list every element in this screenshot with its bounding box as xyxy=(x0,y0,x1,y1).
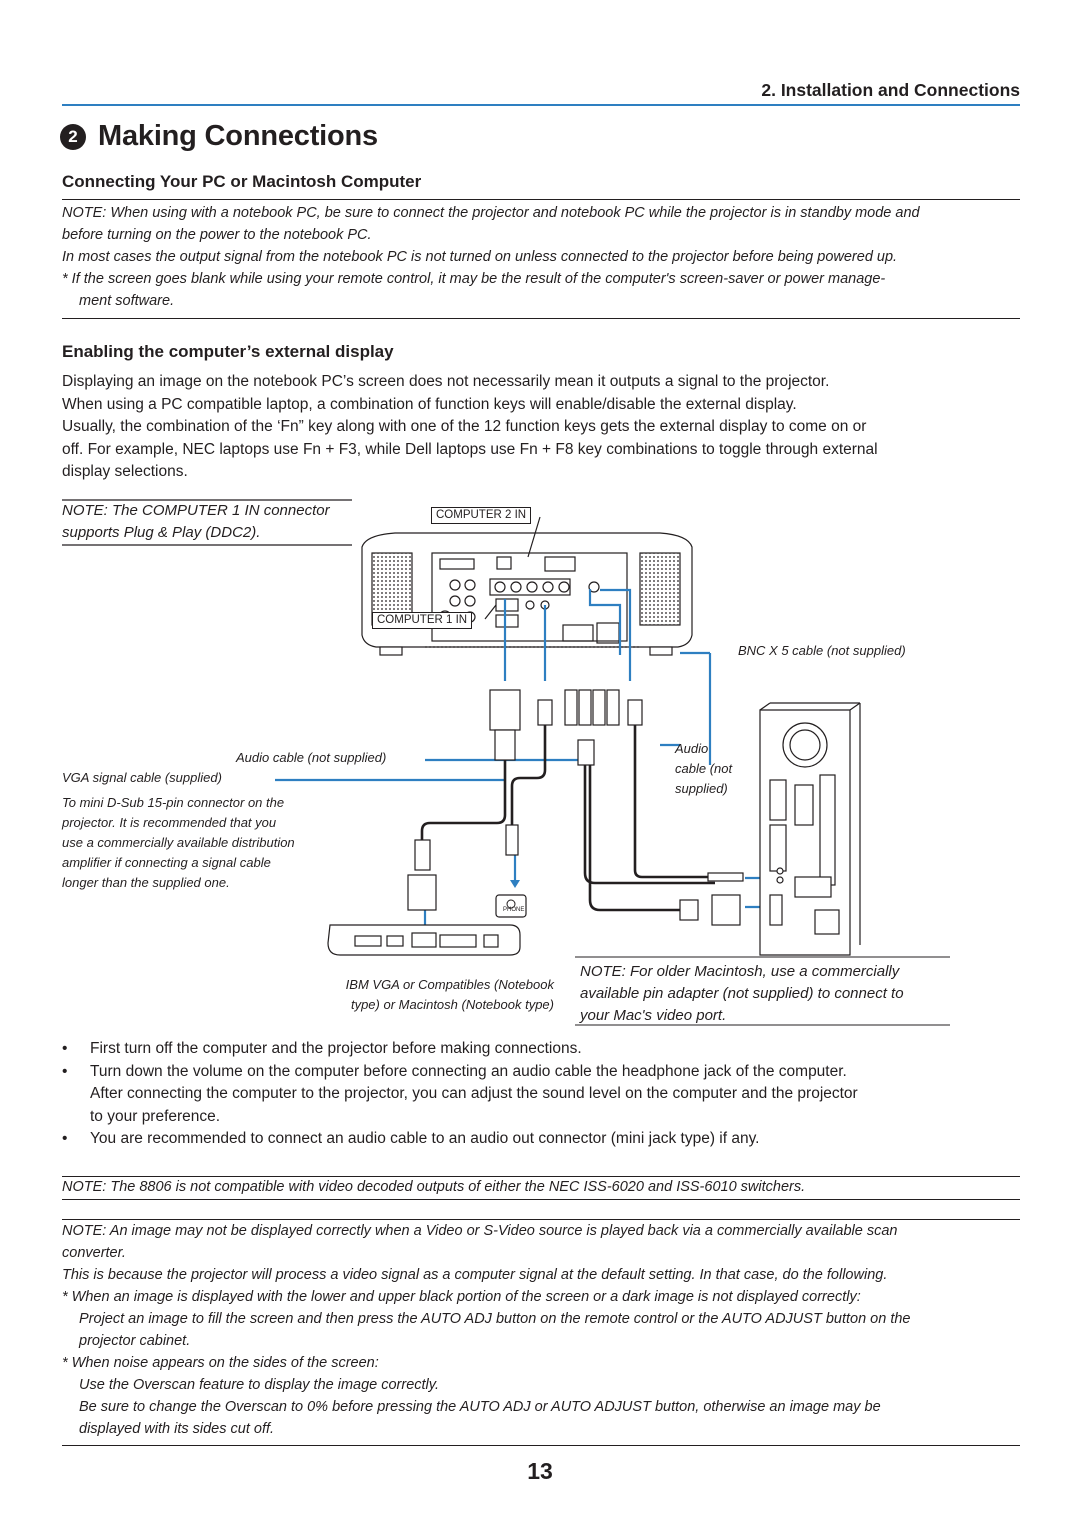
section-title: 2. Installation and Connections xyxy=(761,80,1020,100)
list-item-line: After connecting the computer to the projector, you can adjust the sound level on the computer and the projector xyxy=(90,1085,858,1102)
label-line: Audio xyxy=(675,741,709,756)
note-line: before turning on the power to the notebook PC. xyxy=(62,227,372,243)
instruction-list xyxy=(60,1038,1022,1151)
note-line: projector cabinet. xyxy=(79,1333,191,1349)
page-number: 13 xyxy=(527,1458,553,1484)
note-notebook xyxy=(62,202,1020,312)
note-line: NOTE: An image may not be displayed correctly when a Video or S-Video source is played back via a commercially available scan xyxy=(62,1223,898,1239)
note-line: displayed with its sides cut off. xyxy=(79,1421,275,1437)
note-macintosh xyxy=(580,961,952,1027)
paragraph-external-display xyxy=(62,371,1022,484)
note-line: * If the screen goes blank while using your remote control, it may be the result of the computer's screen-saver or power manage- xyxy=(62,271,886,287)
diagram-svg xyxy=(0,495,1080,1035)
note-line: Be sure to change the Overscan to 0% before pressing the AUTO ADJ or AUTO ADJUST button, otherwise an image may be xyxy=(79,1399,881,1415)
title-number-badge: 2 xyxy=(60,124,86,150)
list-item xyxy=(60,1061,1022,1129)
label-bnc-cable: BNC X 5 cable (not supplied) xyxy=(738,643,906,658)
label-audio-cable: Audio cable (not supplied) xyxy=(236,750,387,765)
note-ddc-line: supports Plug & Play (DDC2). xyxy=(62,524,261,541)
paragraph-line: Usually, the combination of the ‘Fn” key along with one of the 12 function keys gets the external display to come on or xyxy=(62,418,867,435)
label-line: supplied) xyxy=(675,781,728,796)
divider xyxy=(62,199,1020,200)
label-vga-cable: VGA signal cable (supplied) xyxy=(62,770,222,785)
note-line: Use the Overscan feature to display the image correctly. xyxy=(79,1377,439,1393)
paragraph-line: off. For example, NEC laptops use Fn + F3, while Dell laptops use Fn + F8 key combinations to toggle through external xyxy=(62,440,878,458)
label-line: IBM VGA or Compatibles (Notebook xyxy=(345,977,554,992)
subheading-external-display: Enabling the computer’s external display xyxy=(62,342,394,361)
note-line: * When noise appears on the sides of the screen: xyxy=(62,1355,379,1371)
label-mini-dsub xyxy=(62,793,295,893)
section-header xyxy=(62,80,1020,106)
list-item-line: to your preference. xyxy=(90,1107,221,1125)
note-line: * When an image is displayed with the lower and upper black portion of the screen or a dark image is not displayed correctly: xyxy=(62,1289,861,1305)
label-computer2-in: COMPUTER 2 IN xyxy=(431,507,531,524)
label-line: type) or Macintosh (Notebook type) xyxy=(350,997,554,1012)
label-line: projector. It is recommended that you xyxy=(62,815,277,830)
note-scan-converter xyxy=(62,1220,1020,1440)
note-line: ment software. xyxy=(79,293,175,309)
title-text: Making Connections xyxy=(98,120,378,152)
note-line: converter. xyxy=(62,1245,126,1261)
label-line: cable (not xyxy=(675,761,733,776)
note-mac-line: your Mac's video port. xyxy=(580,1007,727,1024)
label-line: To mini D-Sub 15-pin connector on the xyxy=(62,795,285,810)
connection-diagram xyxy=(0,495,1080,1035)
label-audio-right xyxy=(675,739,732,799)
paragraph-line: Displaying an image on the notebook PC’s screen does not necessarily mean it outputs a signal to the projector. xyxy=(62,373,830,390)
note-switchers: NOTE: The 8806 is not compatible with video decoded outputs of either the NEC ISS-6020 and ISS-6010 switchers. xyxy=(62,1179,806,1195)
note-mac-line: available pin adapter (not supplied) to connect to xyxy=(580,985,904,1002)
note-line: In most cases the output signal from the notebook PC is not turned on unless connected to the projector before being powered up. xyxy=(62,249,898,265)
subheading-connecting: Connecting Your PC or Macintosh Computer xyxy=(62,172,422,191)
label-ibm-vga xyxy=(286,975,554,1015)
paragraph-line: When using a PC compatible laptop, a combination of function keys will enable/disable the external display. xyxy=(62,395,797,413)
label-line: use a commercially available distribution xyxy=(62,835,295,850)
list-item-line: • Turn down the volume on the computer before connecting an audio cable the headphone jack of the computer. xyxy=(90,1062,847,1080)
divider xyxy=(62,1199,1020,1200)
note-ddc-line: NOTE: The COMPUTER 1 IN connector xyxy=(62,502,330,519)
note-line: Project an image to fill the screen and then press the AUTO ADJ button on the remote control or the AUTO ADJUST button on the xyxy=(79,1311,911,1327)
page-title xyxy=(60,120,378,153)
paragraph-line: display selections. xyxy=(62,463,188,480)
label-phone: PHONE xyxy=(503,907,525,913)
note-line: This is because the projector will process a video signal as a computer signal at the default setting. In that case, do the following. xyxy=(62,1267,888,1283)
note-ddc xyxy=(62,500,330,544)
label-computer1-in: COMPUTER 1 IN xyxy=(372,612,472,629)
list-item: • First turn off the computer and the projector before making connections. xyxy=(60,1038,1022,1061)
divider xyxy=(62,1445,1020,1446)
label-line: amplifier if connecting a signal cable xyxy=(62,855,271,870)
label-line: longer than the supplied one. xyxy=(62,875,230,890)
note-line: NOTE: When using with a notebook PC, be sure to connect the projector and notebook PC while the projector is in standby mode and xyxy=(62,205,920,221)
note-mac-line: NOTE: For older Macintosh, use a commercially xyxy=(580,963,900,980)
list-item: • You are recommended to connect an audio cable to an audio out connector (mini jack type) if any. xyxy=(60,1128,1022,1151)
divider xyxy=(62,318,1020,319)
